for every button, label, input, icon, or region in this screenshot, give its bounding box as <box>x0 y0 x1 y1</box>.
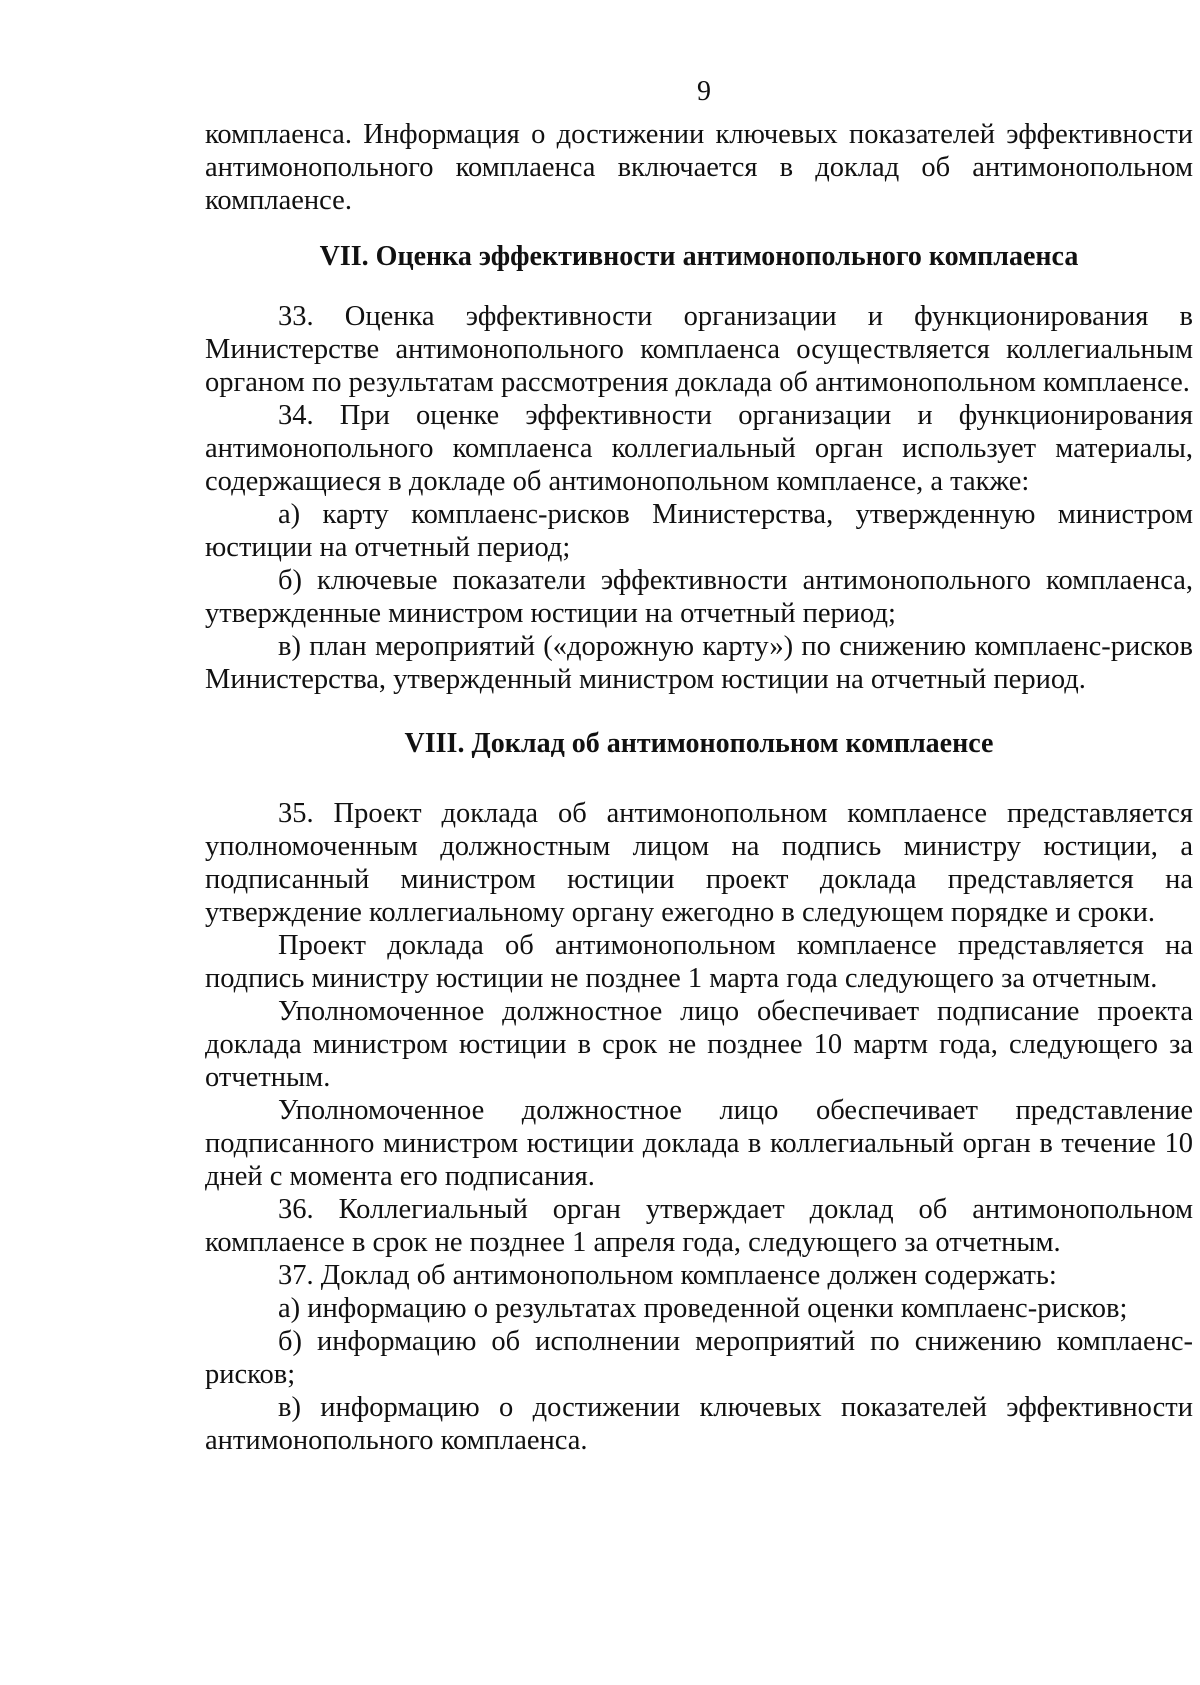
paragraph-37: 37. Доклад об антимонопольном комплаенсе должен содержать: <box>278 1260 1057 1291</box>
paragraph-35: 35. Проект доклада об антимонопольном комплаенсе представляется уполномоченным должностным лицом на подпись министру юстиции, а подписанный министром юстиции проект доклада представляется на утверждение коллегиальному органу ежегодно в следующем порядке и сроки. <box>205 798 1193 928</box>
paragraph-34-c: в) план мероприятий («дорожную карту») по снижению комплаенс-рисков Министерства, утвержденный министром юстиции на отчетный период. <box>205 631 1193 695</box>
paragraph-37-a: а) информацию о результатах проведенной оценки комплаенс-рисков; <box>278 1293 1128 1324</box>
paragraph-34-b: б) ключевые показатели эффективности антимонопольного комплаенса, утвержденные министром юстиции на отчетный период; <box>205 565 1193 629</box>
paragraph-35-deadline-signing: Проект доклада об антимонопольном комплаенсе представляется на подпись министру юстиции не позднее 1 марта года следующего за отчетным. <box>205 930 1193 994</box>
paragraph-35-signing-term: Уполномоченное должностное лицо обеспечивает подписание проекта доклада министром юстиции в срок не позднее 10 мартм года, следующего за отчетным. <box>205 996 1193 1093</box>
document-page <box>205 70 1193 1457</box>
intro-paragraph: комплаенса. Информация о достижении ключевых показателей эффективности антимонопольного комплаенса включается в доклад об антимонопольном комплаенсе. <box>205 119 1193 216</box>
section-8-heading: VIII. Доклад об антимонопольном комплаенсе <box>404 728 994 759</box>
paragraph-33: 33. Оценка эффективности организации и функционирования в Министерстве антимонопольного комплаенса осуществляется коллегиальным органом по результатам рассмотрения доклада об антимонопольном комплаенсе. <box>205 301 1193 398</box>
paragraph-34-a: а) карту комплаенс-рисков Министерства, утвержденную министром юстиции на отчетный период; <box>205 499 1193 563</box>
paragraph-34: 34. При оценке эффективности организации и функционирования антимонопольного комплаенса коллегиальный орган использует материалы, содержащиеся в докладе об антимонопольном комплаенсе, а также: <box>205 400 1193 497</box>
section-7-heading: VII. Оценка эффективности антимонопольного комплаенса <box>319 241 1079 272</box>
page-number: 9 <box>697 76 711 107</box>
paragraph-36: 36. Коллегиальный орган утверждает доклад об антимонопольном комплаенсе в срок не позднее 1 апреля года, следующего за отчетным. <box>205 1194 1193 1258</box>
paragraph-37-b: б) информацию об исполнении мероприятий по снижению комплаенс-рисков; <box>205 1326 1193 1390</box>
paragraph-35-submission: Уполномоченное должностное лицо обеспечивает представление подписанного министром юстиции доклада в коллегиальный орган в течение 10 дней с момента его подписания. <box>205 1095 1193 1192</box>
paragraph-37-c: в) информацию о достижении ключевых показателей эффективности антимонопольного комплаенса. <box>205 1392 1193 1456</box>
